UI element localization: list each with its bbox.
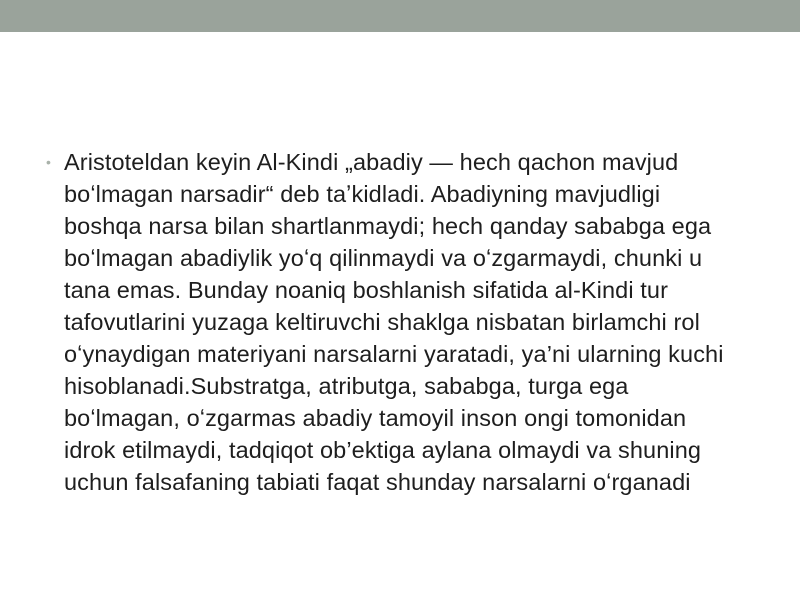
slide-content (44, 146, 734, 498)
bullet-marker: • (46, 154, 52, 170)
slide-header-bar (0, 0, 800, 32)
bullet-item (44, 146, 734, 498)
bullet-text: Aristoteldan keyin Al-Kindi „abadiy — hech qachon mavjud boʻlmagan narsadir“ deb taʼkidladi. Abadiyning mavjudligi boshqa narsa bilan shartlanmaydi; hech qanday sababga ega boʻlmagan abadiylik yoʻq qilinmaydi va oʻzgarmaydi, chunki u tana emas. Bunday noaniq boshlanish sifatida al-Kindi tur tafovutlarini yuzaga keltiruvchi shaklga nisbatan birlamchi rol oʻynaydigan materiyani narsalarni yaratadi, ya’ni ularning kuchi hisoblanadi.Substratga, atributga, sababga, turga ega boʻlmagan, oʻzgarmas abadiy tamoyil inson ongi tomonidan idrok etilmaydi, tadqiqot ob’ektiga aylana olmaydi va shuning uchun falsafaning tabiati faqat shunday narsalarni oʻrganadi (64, 149, 724, 495)
